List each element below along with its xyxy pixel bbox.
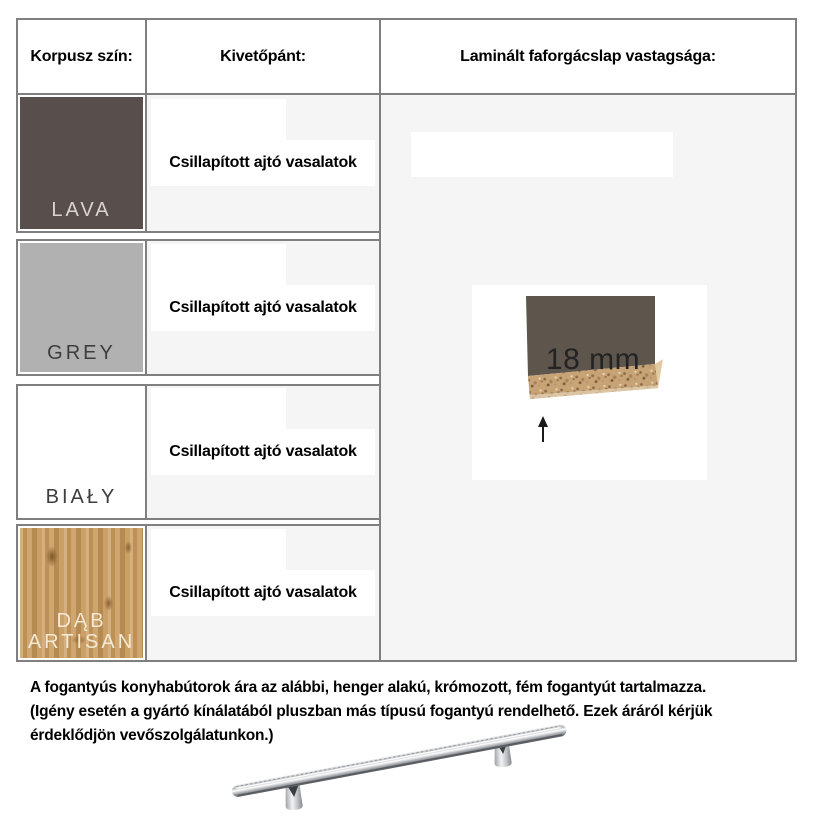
color-swatch-label: LAVA [51, 199, 112, 221]
color-swatch-lava [20, 97, 143, 229]
white-patch [151, 244, 286, 286]
header-kivetopant [145, 18, 381, 95]
color-swatch-bialy [20, 388, 143, 516]
chrome-handle-image [213, 708, 593, 820]
hinge-cell [145, 239, 381, 376]
hinge-cell [145, 384, 381, 520]
color-swatch-label: BIAŁY [45, 486, 118, 508]
white-patch [151, 388, 286, 430]
hinge-text: Csillapított ajtó vasalatok [169, 154, 357, 171]
up-arrow-icon [538, 416, 548, 442]
thickness-cell [379, 93, 797, 662]
color-swatch-label: GREY [47, 342, 116, 364]
white-patch [151, 99, 286, 141]
hinge-text: Csillapított ajtó vasalatok [169, 443, 357, 460]
header-korpusz-szin-label: Korpusz szín: [30, 47, 133, 65]
handle-info-line3: érdeklődjön vevőszolgálatunkon.) [30, 727, 274, 744]
header-kivetopant-label: Kivetőpánt: [220, 47, 306, 65]
handle-info-line1: A fogantyús konyhabútorok ára az alábbi, henger alakú, krómozott, fém fogantyút tartalmazza. [30, 679, 707, 696]
laminated-chipboard-cross-section-image [472, 285, 712, 485]
color-cell-lava [16, 93, 147, 233]
thickness-value: 18 mm [545, 343, 641, 376]
header-vastagsag-label: Laminált faforgácslap vastagsága: [460, 47, 716, 65]
white-patch [151, 529, 286, 571]
hinge-cell [145, 93, 381, 233]
color-cell-grey [16, 239, 147, 376]
white-patch [411, 132, 673, 177]
handle-info-line2: (Igény esetén a gyártó kínálatából pluszban más típusú fogantyú rendelhető. Ezek áráról kérjük [30, 703, 713, 720]
handle-foot-left [285, 785, 303, 811]
color-swatch-dab-artisan [20, 528, 143, 658]
hinge-text: Csillapított ajtó vasalatok [169, 298, 357, 316]
color-swatch-grey [20, 243, 143, 372]
handle-bar [231, 724, 567, 798]
hinge-cell [145, 524, 381, 662]
header-korpusz-szin [16, 18, 147, 95]
header-vastagsag [379, 18, 797, 95]
color-cell-bialy [16, 384, 147, 520]
hinge-text: Csillapított ajtó vasalatok [169, 584, 357, 601]
chrome-cylindrical-handle-icon [213, 708, 593, 820]
color-swatch-label: DĄB ARTISAN [27, 610, 136, 653]
color-cell-dab-artisan [16, 524, 147, 662]
